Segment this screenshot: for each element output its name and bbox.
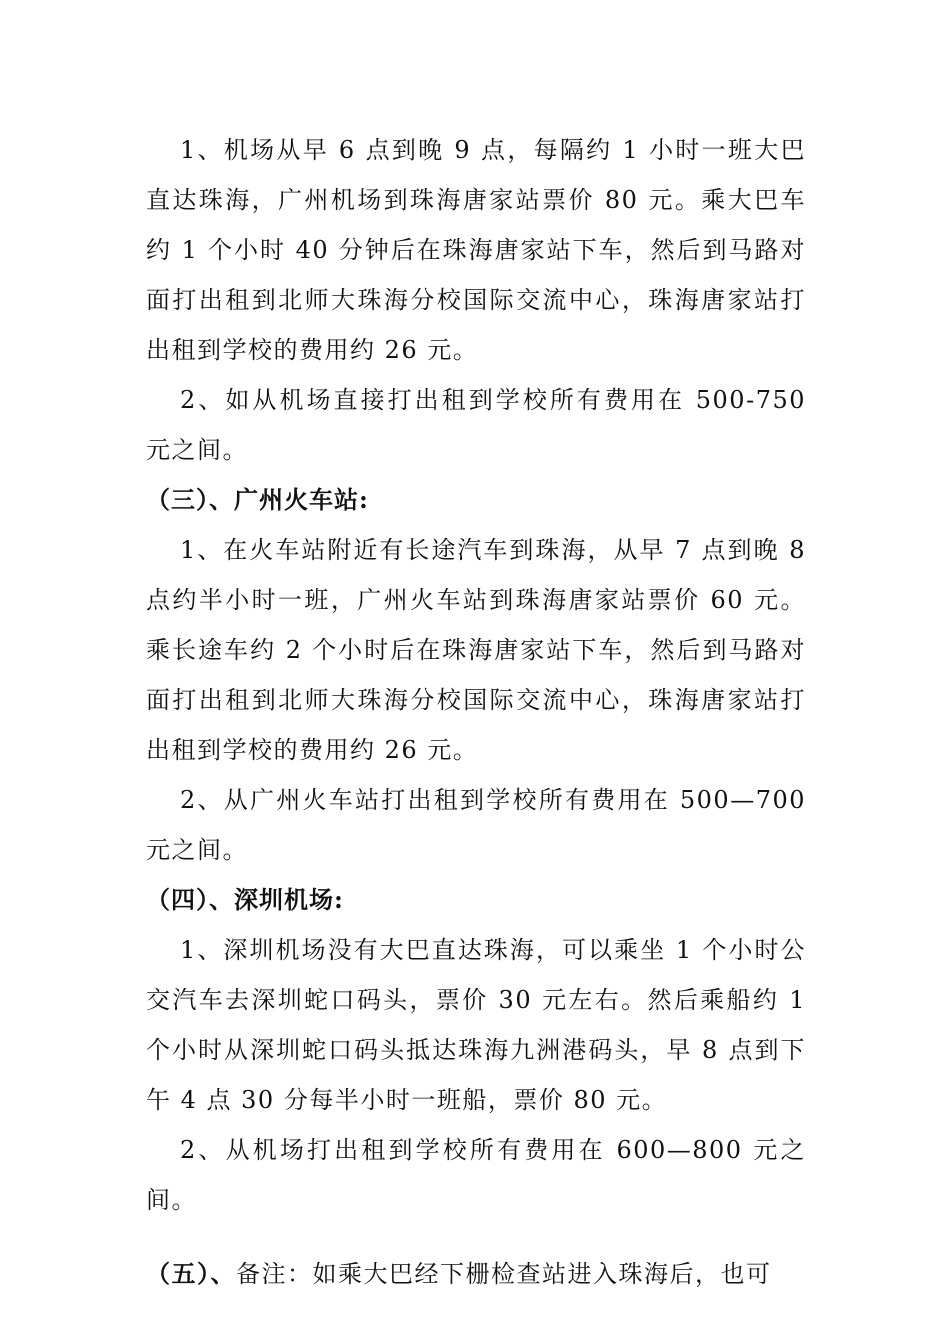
heading-remarks (146, 1249, 806, 1299)
heading-shenzhen-airport: （四）、深圳机场: (146, 885, 344, 914)
paragraph-airport-bus: 1、机场从早 6 点到晚 9 点，每隔约 1 小时一班大巴直达珠海，广州机场到珠海唐家站票价 80 元。乘大巴车约 1 个小时 40 分钟后在珠海唐家站下车，然后到马路对面打出租到北师大珠海分校国际交流中心，珠海唐家站打出租到学校的费用约 26 元。 (146, 136, 806, 364)
paragraph-shenzhen-taxi: 2、从机场打出租到学校所有费用在 600—800 元之间。 (146, 1136, 806, 1214)
paragraph-railway-bus: 1、在火车站附近有长途汽车到珠海，从早 7 点到晚 8 点约半小时一班，广州火车站到珠海唐家站票价 60 元。乘长途车约 2 个小时后在珠海唐家站下车，然后到马路对面打出租到北师大珠海分校国际交流中心，珠海唐家站打出租到学校的费用约 26 元。 (146, 536, 806, 764)
paragraph-railway-taxi: 2、从广州火车站打出租到学校所有费用在 500—700 元之间。 (146, 786, 806, 864)
paragraph-shenzhen-bus-ferry: 1、深圳机场没有大巴直达珠海，可以乘坐 1 个小时公交汽车去深圳蛇口码头，票价 30 元左右。然后乘船约 1 个小时从深圳蛇口码头抵达珠海九洲港码头，早 8 点到下午 4 点 30 分每半小时一班船，票价 80 元。 (146, 936, 806, 1114)
paragraph-airport-taxi: 2、如从机场直接打出租到学校所有费用在 500-750 元之间。 (146, 386, 806, 464)
heading-remarks-label: （五）、 (146, 1259, 236, 1288)
remarks-text: 备注：如乘大巴经下栅检查站进入珠海后，也可 (236, 1260, 772, 1288)
heading-guangzhou-railway-station: （三）、广州火车站: (146, 485, 369, 514)
document-page (146, 125, 806, 1323)
